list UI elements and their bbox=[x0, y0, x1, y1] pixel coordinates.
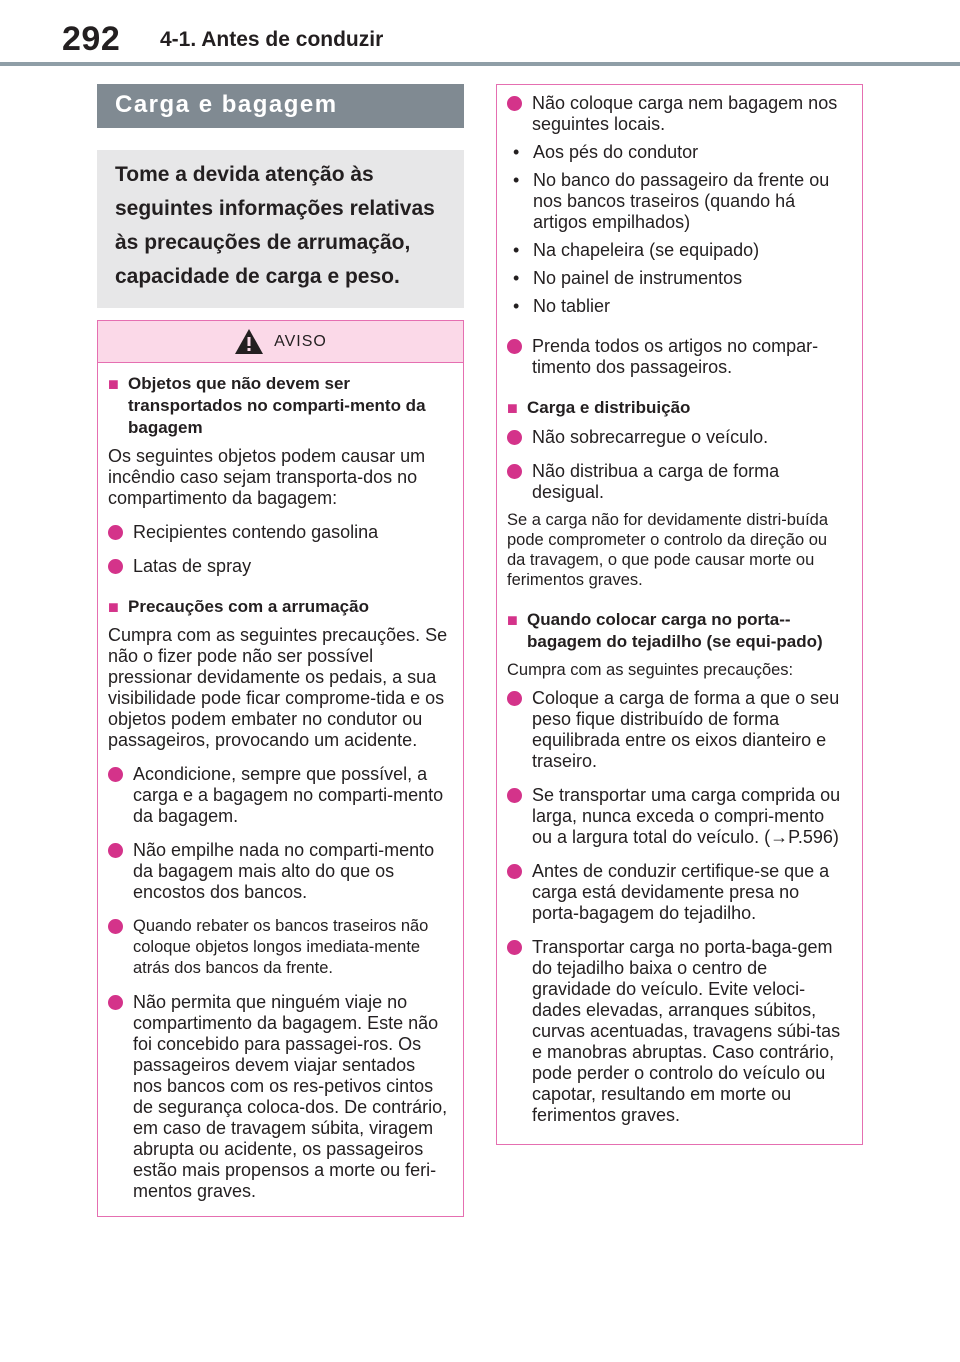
bullet-dot-icon bbox=[108, 843, 123, 858]
bullet-dot-icon bbox=[507, 691, 522, 706]
left-column bbox=[97, 84, 464, 1217]
warning-continued-box bbox=[496, 84, 863, 1145]
subheading-text: Objetos que não devem ser transportados no comparti-mento da bagagem bbox=[128, 374, 426, 437]
bullet-item: Latas de spray bbox=[108, 556, 449, 577]
subheading-text: Precauções com a arrumação bbox=[128, 597, 369, 616]
bullet-mark: • bbox=[513, 170, 520, 190]
bullet-mark: • bbox=[513, 240, 520, 260]
subheading-text: Carga e distribuição bbox=[527, 398, 691, 417]
warning-label: AVISO bbox=[274, 332, 327, 350]
bullet-dot-icon bbox=[108, 995, 123, 1010]
warning-box bbox=[97, 320, 464, 1217]
intro-box: Tome a devida atenção às seguintes informações relativas às precauções de arrumação, capacidade de carga e peso. bbox=[97, 150, 464, 308]
subheading-text: Quando colocar carga no porta--bagagem do tejadilho (se equi-pado) bbox=[527, 610, 823, 651]
square-bullet-icon: ■ bbox=[108, 374, 119, 394]
sub-bullet-item: • No painel de instrumentos bbox=[513, 268, 743, 288]
bullet-dot-icon bbox=[108, 767, 123, 782]
bullet-dot-icon bbox=[507, 940, 522, 955]
bullet-item: Não distribua a carga de forma desigual. bbox=[507, 461, 848, 503]
bullet-dot-icon bbox=[108, 559, 123, 574]
paragraph: Se a carga não for devidamente distri-buída pode comprometer o controlo da direção ou da travagem, o que pode causar morte ou ferimentos graves. bbox=[507, 511, 829, 589]
sub-bullet-item: • Aos pés do condutor bbox=[513, 142, 699, 162]
bullet-mark: • bbox=[513, 296, 520, 316]
bullet-item: Não empilhe nada no comparti-mento da bagagem mais alto do que os encostos dos bancos. bbox=[108, 840, 449, 903]
warning-triangle-icon bbox=[234, 328, 264, 355]
paragraph: Cumpra com as seguintes precauções: bbox=[507, 661, 794, 679]
bullet-item: Quando rebater os bancos traseiros não coloque objetos longos imediata-mente atrás dos bancos da frente. bbox=[108, 916, 449, 979]
bullet-item: Não permita que ninguém viaje no compartimento da bagagem. Este não foi concebido para passagei-ros. Os passageiros devem viajar sentados nos bancos com os res-petivos cintos de segurança coloca-dos. De contrário, em caso de travagem súbita, viragem abrupta ou acidente, os passageiros estão mais propensos a morte ou feri-mentos graves. bbox=[108, 992, 449, 1202]
subheading bbox=[507, 397, 848, 419]
section-title: 4-1. Antes de conduzir bbox=[160, 28, 384, 51]
bullet-dot-icon bbox=[507, 96, 522, 111]
bullet-item: Antes de conduzir certifique-se que a carga está devidamente presa no porta-bagagem do tejadilho. bbox=[507, 861, 848, 924]
bullet-dot-icon bbox=[507, 788, 522, 803]
bullet-item: Acondicione, sempre que possível, a carga e a bagagem no comparti-mento da bagagem. bbox=[108, 764, 449, 827]
bullet-dot-icon bbox=[507, 339, 522, 354]
bullet-mark: • bbox=[513, 268, 520, 288]
page-number: 292 bbox=[62, 20, 121, 58]
bullet-dot-icon bbox=[507, 430, 522, 445]
bullet-item: Não coloque carga nem bagagem nos seguintes locais. bbox=[507, 93, 848, 135]
square-bullet-icon: ■ bbox=[507, 610, 518, 630]
bullet-item: Não sobrecarregue o veículo. bbox=[507, 427, 848, 448]
sub-bullet-item: • No banco do passageiro da frente ou nos bancos traseiros (quando há artigos empilhados) bbox=[513, 170, 830, 232]
subheading bbox=[507, 609, 848, 653]
bullet-item: Transportar carga no porta-baga-gem do tejadilho baixa o centro de gravidade do veículo. Evite veloci-dades elevadas, arranques súbitos, curvas acentuadas, travagens súbi-tas e manobras abruptas. Caso contrário, pode perder o controlo do veículo ou capotar, resultando em morte ou ferimentos graves. bbox=[507, 937, 848, 1126]
paragraph: Cumpra com as seguintes precauções. Se não o fizer pode não ser possível pressionar devidamente os pedais, a sua visibilidade pode ficar comprome-tida e os objetos podem embater no condutor ou passageiros, provocando um acidente. bbox=[108, 625, 448, 750]
subheading bbox=[108, 373, 449, 439]
bullet-item: Coloque a carga de forma a que o seu peso fique distribuído de forma equilibrada entre os eixos dianteiro e traseiro. bbox=[507, 688, 848, 772]
square-bullet-icon: ■ bbox=[108, 597, 119, 617]
sub-bullet-item: • Na chapeleira (se equipado) bbox=[513, 240, 760, 260]
subheading bbox=[108, 596, 449, 618]
right-column bbox=[496, 84, 863, 1145]
square-bullet-icon: ■ bbox=[507, 398, 518, 418]
warning-header bbox=[98, 321, 463, 363]
bullet-dot-icon bbox=[507, 464, 522, 479]
header-rule bbox=[0, 62, 960, 66]
bullet-item: Se transportar uma carga comprida ou larga, nunca exceda o compri-mento ou a largura total do veículo. (→P.596) bbox=[507, 785, 848, 848]
bullet-dot-icon bbox=[108, 525, 123, 540]
bullet-mark: • bbox=[513, 142, 520, 162]
bullet-dot-icon bbox=[507, 864, 522, 879]
bullet-dot-icon bbox=[108, 919, 123, 934]
bullet-item: Recipientes contendo gasolina bbox=[108, 522, 449, 543]
page-title: Carga e bagagem bbox=[97, 84, 464, 128]
paragraph: Os seguintes objetos podem causar um incêndio caso sejam transporta-dos no compartimento da bagagem: bbox=[108, 446, 426, 508]
bullet-item: Prenda todos os artigos no compar-timento dos passageiros. bbox=[507, 336, 848, 378]
sub-bullet-item: • No tablier bbox=[513, 296, 611, 316]
warning-body bbox=[98, 363, 463, 1216]
